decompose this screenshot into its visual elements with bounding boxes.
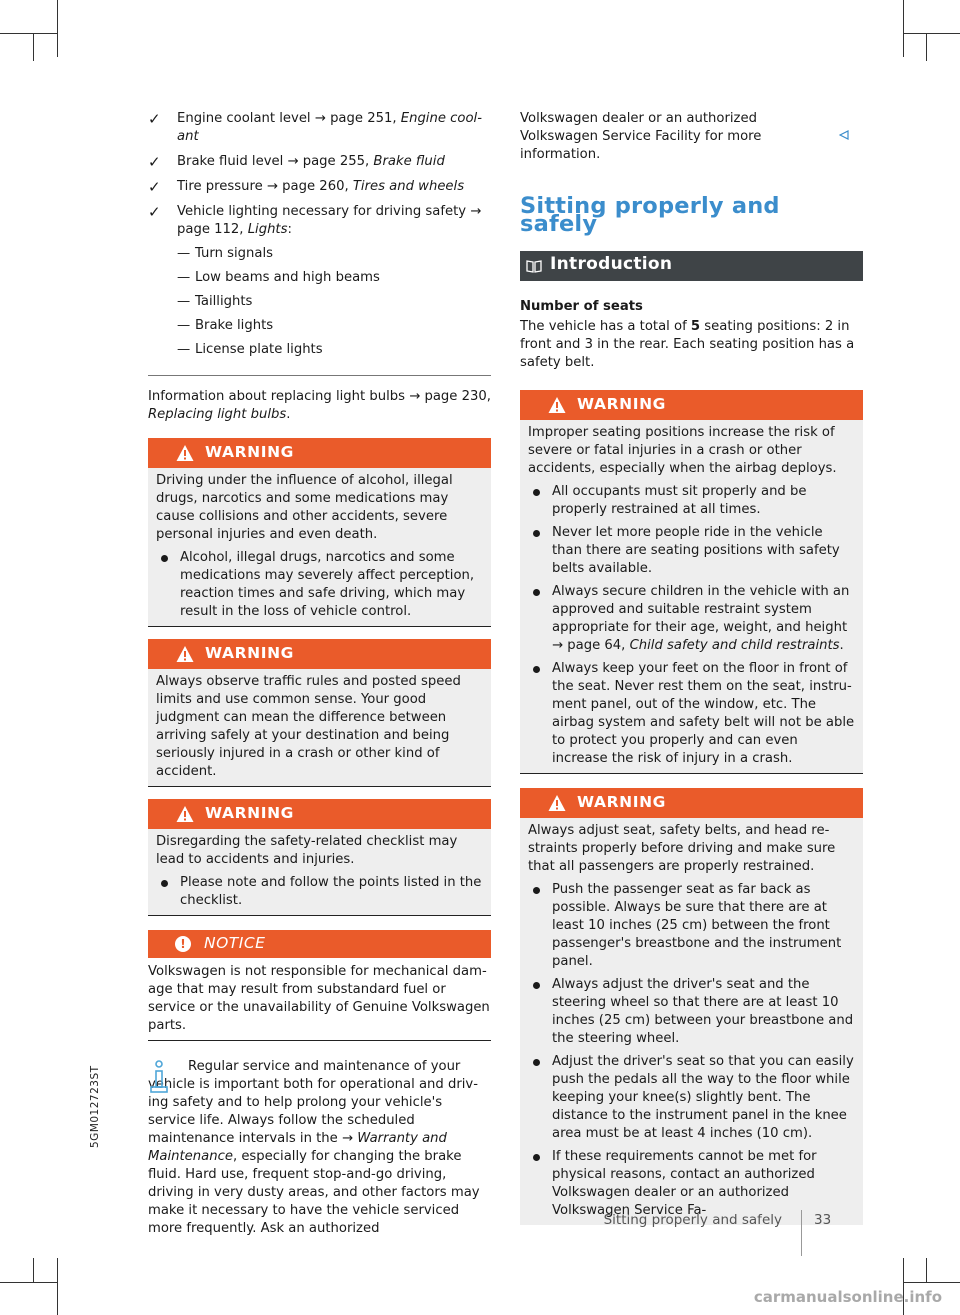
warranty-ref-link[interactable]: Warranty and Maintenance <box>148 1131 447 1164</box>
warning-header <box>520 788 863 818</box>
warning-triangle-icon <box>176 444 194 462</box>
page-ref-link[interactable]: page 112, <box>177 222 248 237</box>
checklist-item: ✓ Tire pressure → page 260, Tires and wheels <box>148 178 465 196</box>
crop-mark <box>903 0 904 57</box>
warning-bullet: Always keep your feet on the floor in front of the seat. Never rest them on the seat, instrument panel, out of the window, etc. The airbag system and safety belt will not be able to protect you properly and can even increase the risk of injury in a crash. <box>528 660 855 768</box>
left-column <box>148 110 491 1238</box>
list-item: — Brake lights <box>177 317 491 335</box>
list-item: — Taillights <box>177 293 491 311</box>
warning-text: Driving under the influence of alcohol, illegal drugs, narcotics and some medications may cause collisions and other accidents, severe personal injuries and even death. <box>156 473 453 542</box>
warning-label: WARNING <box>577 793 666 811</box>
page-ref-link[interactable]: page 64, <box>567 638 630 653</box>
checklist-item: ✓ Vehicle lighting necessary for driving safety → page 112, Lights: — Turn signals — Low beams and high beams — Taillights — Brake lights — License plate lights <box>148 203 491 359</box>
intro-bar <box>520 251 863 281</box>
warning-text: Always observe traffic rules and posted speed limits and use common sense. Your good judgment can mean the difference between arriving safely at your destination and being seriously injured in a crash or other kind of accident. <box>156 674 461 779</box>
notice-label: NOTICE <box>204 934 266 952</box>
crop-mark <box>926 1258 927 1282</box>
warning-text: Disregarding the safety-related checklist may lead to accidents and injuries. <box>156 834 458 867</box>
warning-bullet: If these requirements cannot be met for physical reasons, contact an authorized Volkswagen dealer or an authorized Volkswagen Service Fa- <box>528 1148 855 1220</box>
warning-label: WARNING <box>577 395 666 413</box>
crop-mark <box>0 33 57 34</box>
page-ref-link[interactable]: page 260, <box>282 179 353 194</box>
list-item: — License plate lights <box>177 341 491 359</box>
warning-box <box>148 799 491 916</box>
warning-label: WARNING <box>205 443 294 461</box>
checklist-item: ✓ Engine coolant level → page 251, Engine coolant <box>148 110 482 144</box>
warning-bullet: All occupants must sit properly and be properly restrained at all times. <box>528 483 855 519</box>
info-text: Regular service and maintenance of your vehicle is important both for operational and driving safety and to help prolong your vehicle's service life. Always follow the scheduled maintenance intervals in the → Warranty and Maintenance, especially for changing the brake fluid. Hard use, frequent stop-and-go driving, driving in very dusty areas, and other factors may make it necessary to have the vehicle serviced more frequently. Ask an authorized <box>148 1059 480 1236</box>
info-note <box>148 1058 491 1238</box>
arrow-right-icon: → <box>314 111 326 126</box>
crop-mark <box>57 0 58 57</box>
check-icon: ✓ <box>148 178 161 196</box>
page-number: 33 <box>814 1212 832 1228</box>
check-icon: ✓ <box>148 203 161 221</box>
crop-mark <box>57 1258 58 1315</box>
warning-bullet: Alcohol, illegal drugs, narcotics and some medications may severely affect perception, reaction times and safe driving, which may result in the loss of vehicle control. <box>156 549 483 621</box>
document-code: 5GM012723ST <box>89 1065 101 1148</box>
bulbs-info: Information about replacing light bulbs → page 230, Replacing light bulbs. <box>148 389 491 422</box>
warning-bullet: Never let more people ride in the vehicle than there are seating positions with safety belts available. <box>528 524 855 578</box>
page-ref-link[interactable]: page 230, <box>424 389 491 404</box>
watermark: carmanualsonline.info <box>753 1288 942 1306</box>
warning-text: Improper seating positions increase the risk of severe or fatal injuries in a crash or other accidents, especially when the airbag deploys. <box>528 425 837 476</box>
arrow-right-icon: → <box>470 204 482 219</box>
seats-heading: Number of seats <box>520 299 643 314</box>
book-icon <box>526 259 542 273</box>
exclamation-icon: ! <box>175 936 191 952</box>
warning-label: WARNING <box>205 644 294 662</box>
warning-box <box>520 788 863 1225</box>
warning-triangle-icon <box>548 396 566 414</box>
warning-bullet: Always adjust the driver's seat and the steering wheel so that there are at least 10 inches (25 cm) between your breastbone and the steering wheel. <box>528 976 855 1048</box>
intro-title: Introduction <box>550 254 673 274</box>
lights-list <box>177 245 491 359</box>
warning-label: WARNING <box>205 804 294 822</box>
warning-box <box>148 639 491 787</box>
crop-mark <box>33 1258 34 1282</box>
warning-header <box>148 799 491 829</box>
crop-mark <box>0 1282 57 1283</box>
arrow-right-icon: → <box>341 1131 354 1146</box>
notice-text: Volkswagen is not responsible for mechanical damage that may result from substandard fuel or service or the unavailability of Genuine Volkswagen parts. <box>148 964 490 1033</box>
check-icon: ✓ <box>148 110 161 128</box>
warning-header <box>148 438 491 468</box>
arrow-right-icon: → <box>409 389 421 404</box>
warning-box <box>148 438 491 627</box>
notice-box <box>148 930 491 1041</box>
warning-triangle-icon <box>176 805 194 823</box>
warning-bullet: Push the passenger seat as far back as possible. Always be sure that there are at least 10 inches (25 cm) between the front passenger's breastbone and the instrument panel. <box>528 881 855 971</box>
footer-divider <box>801 1210 802 1256</box>
footer-title: Sitting properly and safely <box>603 1212 782 1228</box>
warning-box <box>520 390 863 774</box>
warning-bullet: Adjust the driver's seat so that you can easily push the pedals all the way to the floor while keeping your knee(s) slightly bent. The distance to the instrument panel in the knee area must be at least 4 inches (10 cm). <box>528 1053 855 1143</box>
warning-header <box>520 390 863 420</box>
info-icon <box>148 1060 170 1094</box>
crop-mark <box>903 1282 960 1283</box>
checklist-item: ✓ Brake fluid level → page 255, Brake fluid <box>148 153 445 171</box>
check-icon: ✓ <box>148 153 161 171</box>
continued-text: Volkswagen dealer or an authorized Volkswagen Service Facility for more information. <box>520 111 762 162</box>
page-ref-link[interactable]: page 255, <box>302 154 374 169</box>
notice-header <box>148 930 491 958</box>
back-triangle-icon[interactable] <box>839 130 849 140</box>
arrow-right-icon: → <box>552 638 564 653</box>
crop-mark <box>903 33 960 34</box>
crop-mark <box>926 33 927 61</box>
list-item: — Low beams and high beams <box>177 269 491 287</box>
warning-triangle-icon <box>548 794 566 812</box>
warning-triangle-icon <box>176 645 194 663</box>
crop-mark <box>903 1258 904 1315</box>
warning-header <box>148 639 491 669</box>
section-title: Sitting properly and safely <box>520 193 780 237</box>
divider <box>148 375 491 376</box>
list-item: — Turn signals <box>177 245 491 263</box>
warning-bullet: Please note and follow the points listed in the checklist. <box>156 874 483 910</box>
warning-bullet: Always secure children in the vehicle with an approved and suitable restraint system appropriate for their age, weight, and height → page 64, Child safety and child restraints. <box>528 583 855 655</box>
crop-mark <box>33 33 34 61</box>
right-column <box>520 110 863 1225</box>
seats-text: The vehicle has a total of 5 seating positions: 2 in front and 3 in the rear. Each seating position has a safety belt. <box>520 319 855 370</box>
arrow-right-icon: → <box>266 179 278 194</box>
arrow-right-icon: → <box>287 154 299 169</box>
page-ref-link[interactable]: page 251, <box>330 111 401 126</box>
warning-text: Always adjust seat, safety belts, and head restraints properly before driving and make sure that all passengers are properly restrained. <box>528 823 836 874</box>
